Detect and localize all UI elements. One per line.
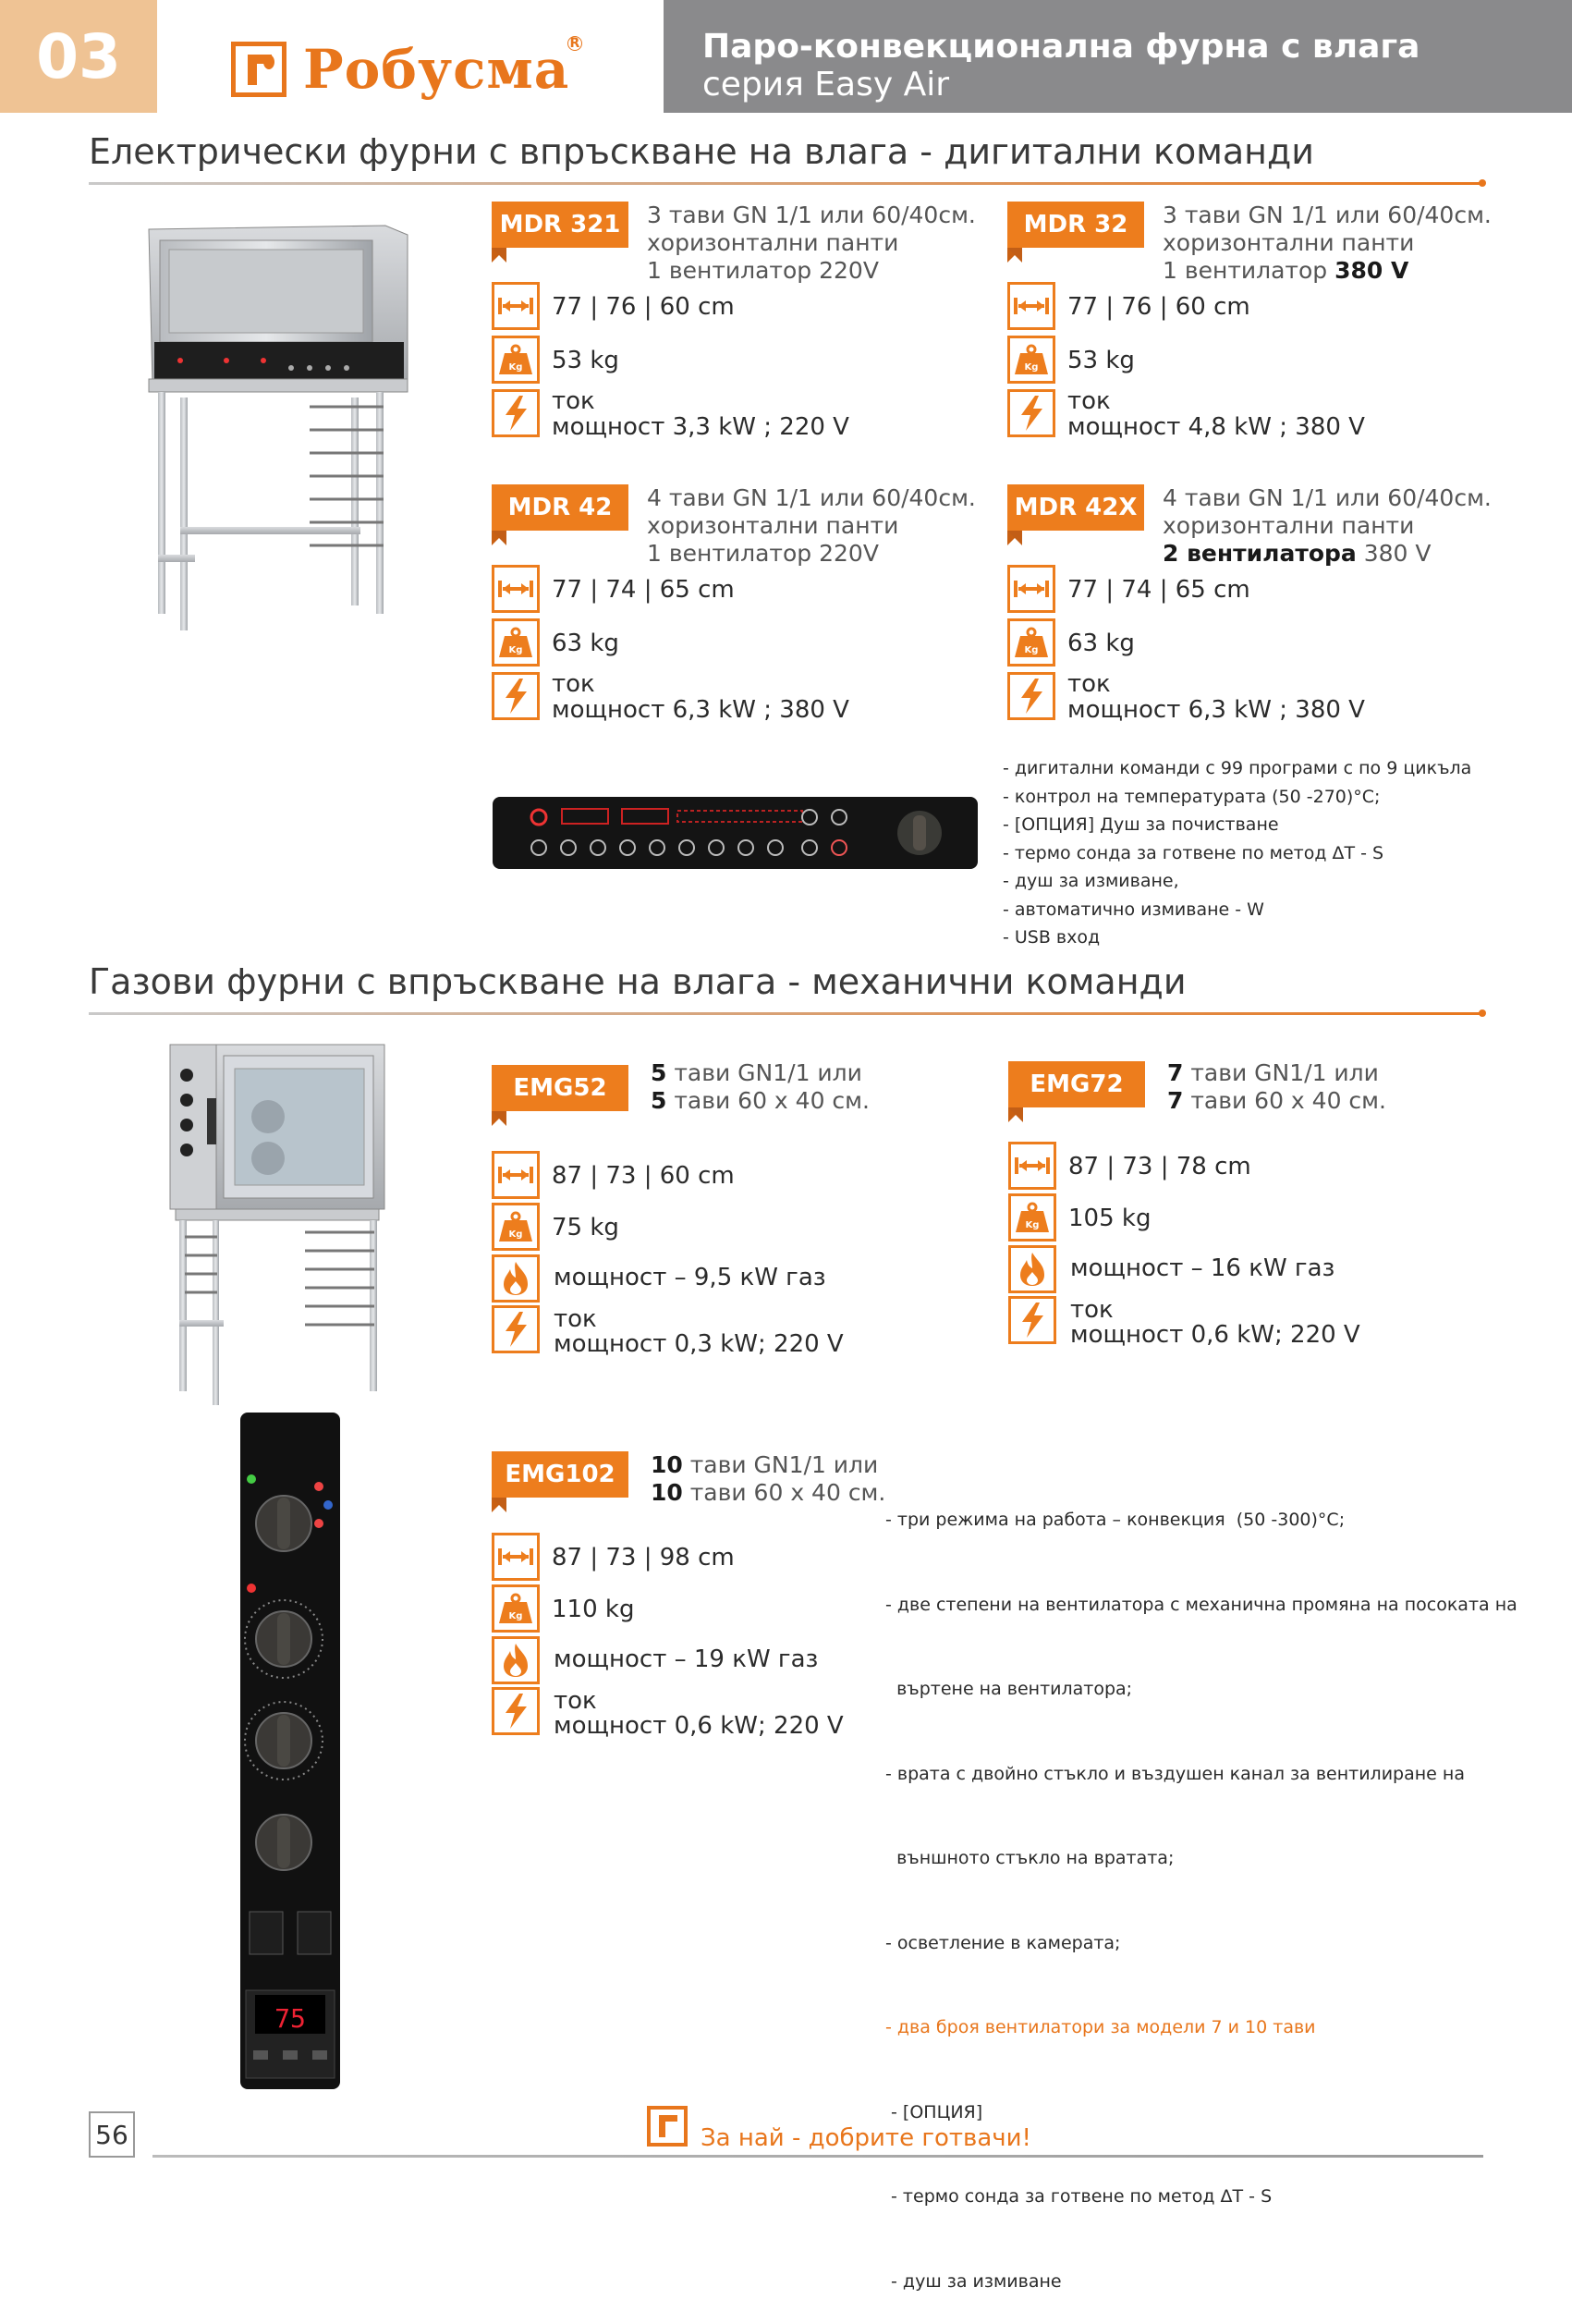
gas-features-list: - три режима на работа – конвекция (50 -300)°C; - две степени на вентилатора с механична промяна на посоката на въртене на вентилатора; - врата с двойно стъкло и въздушен канал за вентилиране на външното стъкло на вратата; - осветление в камерата; - два броя вентилатори за модели 7 и 10 тави - [ОПЦИЯ] - термо сонда за готвене по метод ΔT - S - душ за измиване <box>885 1510 1517 2292</box>
gas-power-value: мощност – 19 кW газ <box>554 1645 819 1673</box>
footer-logo-icon <box>647 2106 688 2147</box>
power-label: ток <box>552 387 595 415</box>
weight-icon <box>1008 1193 1056 1242</box>
dimensions-value: 87 | 73 | 78 cm <box>1068 1153 1251 1180</box>
electricity-icon <box>1008 1296 1056 1344</box>
page-subtitle: серия Easy Air <box>702 66 950 104</box>
panel-display: 75 <box>274 2003 306 2034</box>
power-value: мощност 4,8 kW ; 380 V <box>1067 413 1365 441</box>
weight-icon <box>492 336 540 384</box>
weight-icon <box>1007 336 1055 384</box>
logo-mark-icon <box>231 42 286 97</box>
svg-text:Kg: Kg <box>508 1229 523 1240</box>
dimensions-icon <box>1008 1142 1056 1190</box>
dimensions-value: 77 | 74 | 65 cm <box>1067 576 1250 604</box>
power-value: мощност 0,6 kW; 220 V <box>554 1712 844 1740</box>
digital-control-panel-image <box>493 797 978 869</box>
dimensions-value: 87 | 73 | 98 cm <box>552 1544 735 1572</box>
dimensions-icon <box>492 1151 540 1199</box>
electric-oven-image <box>143 222 411 633</box>
product-description: 4 тави GN 1/1 или 60/40см. хоризонтални панти 2 вентилатора 380 V <box>1163 484 1492 567</box>
dimensions-icon <box>1007 565 1055 613</box>
section-title-electric: Електрически фурни с впръскване на влага - дигитални команди <box>89 131 1314 172</box>
weight-icon <box>492 1203 540 1251</box>
brand-name: Робусма <box>303 38 570 101</box>
header-band <box>664 0 1572 113</box>
weight-value: 63 kg <box>1067 630 1135 657</box>
section-rule <box>89 1012 1484 1015</box>
dimensions-value: 77 | 74 | 65 cm <box>552 576 735 604</box>
weight-value: 75 kg <box>552 1214 619 1242</box>
gas-flame-icon <box>492 1254 540 1303</box>
electric-features-list: - дигитални команди с 99 програми с по 9 цикъла - контрол на температурата (50 -270)°C; - [ОПЦИЯ] Душ за почистване - термо сонда за готвене по метод ΔT - S - душ за измиване, - автоматично измиване - W - USB вход <box>1003 758 1472 948</box>
dimensions-value: 77 | 76 | 60 cm <box>552 293 735 321</box>
power-value: мощност 0,3 kW; 220 V <box>554 1330 844 1358</box>
electricity-icon <box>492 389 540 437</box>
svg-text:Kg: Kg <box>508 1611 523 1621</box>
svg-text:Kg: Kg <box>1024 645 1039 655</box>
power-value: мощност 6,3 kW ; 380 V <box>552 696 849 724</box>
model-tag-mdr32: MDR 32 <box>1007 202 1144 248</box>
weight-value: 110 kg <box>552 1596 635 1623</box>
product-description: 3 тави GN 1/1 или 60/40см. хоризонтални панти 1 вентилатор 380 V <box>1163 202 1492 284</box>
dimensions-icon <box>1007 282 1055 330</box>
gas-power-value: мощност – 9,5 кW газ <box>554 1264 826 1291</box>
svg-text:Kg: Kg <box>1024 362 1039 373</box>
weight-value: 53 kg <box>552 347 619 374</box>
electricity-icon <box>492 1305 540 1353</box>
section-rule <box>89 182 1484 185</box>
model-tag-emg102: EMG102 <box>492 1451 628 1498</box>
weight-value: 105 kg <box>1068 1205 1152 1232</box>
electricity-icon <box>1007 672 1055 720</box>
weight-value: 63 kg <box>552 630 619 657</box>
rule-dot <box>1479 1009 1486 1017</box>
product-description: 4 тави GN 1/1 или 60/40см. хоризонтални панти 1 вентилатор 220V <box>647 484 976 567</box>
page-title: Паро-конвекционална фурна с влага <box>702 28 1420 66</box>
power-value: мощност 6,3 kW ; 380 V <box>1067 696 1365 724</box>
gas-power-value: мощност – 16 кW газ <box>1070 1254 1335 1282</box>
product-description: 7 тави GN1/1 или 7 тави 60 x 40 см. <box>1167 1059 1386 1114</box>
power-label: ток <box>1067 670 1111 698</box>
model-tag-emg52: EMG52 <box>492 1065 628 1111</box>
product-description: 10 тави GN1/1 или 10 тави 60 x 40 см. <box>651 1451 886 1506</box>
brand-logo: Робусма R <box>231 37 569 102</box>
chapter-number: 03 <box>0 0 157 113</box>
model-tag-emg72: EMG72 <box>1008 1061 1145 1107</box>
electricity-icon <box>492 672 540 720</box>
product-description: 3 тави GN 1/1 или 60/40см. хоризонтални панти 1 вентилатор 220V <box>647 202 976 284</box>
dimensions-value: 77 | 76 | 60 cm <box>1067 293 1250 321</box>
mechanical-control-panel-image <box>240 1413 340 2089</box>
weight-icon <box>1007 618 1055 667</box>
weight-value: 53 kg <box>1067 347 1135 374</box>
electricity-icon <box>492 1687 540 1735</box>
power-label: ток <box>554 1305 597 1333</box>
power-label: ток <box>552 670 595 698</box>
svg-text:Kg: Kg <box>1025 1220 1040 1230</box>
svg-text:Kg: Kg <box>508 362 523 373</box>
section-title-gas: Газови фурни с впръскване на влага - механични команди <box>89 961 1187 1002</box>
model-tag-mdr42: MDR 42 <box>492 484 628 531</box>
dimensions-icon <box>492 1533 540 1581</box>
model-tag-mdr42x: MDR 42X <box>1007 484 1144 531</box>
rule-dot <box>1479 179 1486 187</box>
dimensions-icon <box>492 565 540 613</box>
electricity-icon <box>1007 389 1055 437</box>
footer-slogan: За най - добрите готвачи! <box>701 2124 1031 2152</box>
gas-flame-icon <box>1008 1245 1056 1293</box>
power-label: ток <box>1067 387 1111 415</box>
power-value: мощност 3,3 kW ; 220 V <box>552 413 849 441</box>
svg-text:Kg: Kg <box>508 645 523 655</box>
page-number: 56 <box>89 2111 135 2158</box>
weight-icon <box>492 1584 540 1633</box>
gas-oven-image <box>166 1043 388 1408</box>
dimensions-value: 87 | 73 | 60 cm <box>552 1162 735 1190</box>
model-tag-mdr321: MDR 321 <box>492 202 628 248</box>
footer-rule <box>152 2155 1483 2158</box>
gas-flame-icon <box>492 1636 540 1684</box>
power-label: ток <box>1070 1296 1114 1324</box>
power-label: ток <box>554 1687 597 1715</box>
power-value: мощност 0,6 kW; 220 V <box>1070 1321 1360 1349</box>
product-description: 5 тави GN1/1 или 5 тави 60 x 40 см. <box>651 1059 870 1114</box>
dimensions-icon <box>492 282 540 330</box>
weight-icon <box>492 618 540 667</box>
